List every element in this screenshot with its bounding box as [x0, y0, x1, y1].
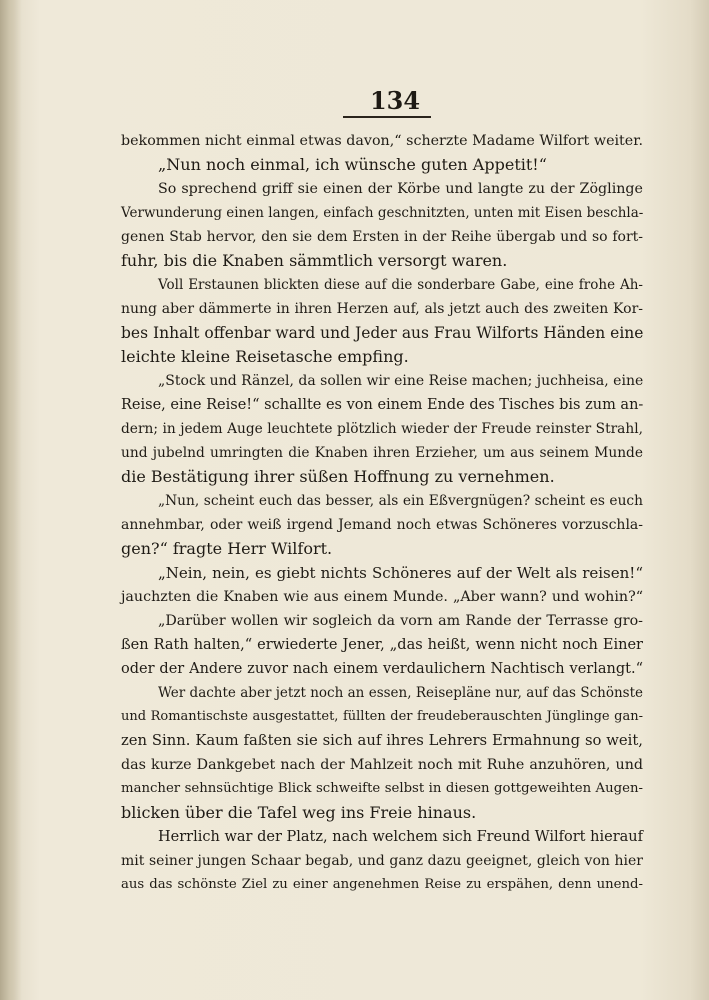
text-line: mit seiner jungen Schaar begab, und ganz dazu geeignet, gleich von hier	[121, 853, 643, 869]
text-line: zen Sinn. Kaum faßten sie sich auf ihres Lehrers Ermahnung so weit,	[121, 732, 643, 749]
text-line: und jubelnd umringten die Knaben ihren Erzieher, um aus seinem Munde	[121, 445, 643, 461]
page-binding-shadow	[0, 0, 22, 1000]
header-rule	[343, 116, 431, 118]
text-line: die Bestätigung ihrer süßen Hoffnung zu vernehmen.	[121, 467, 555, 486]
text-line: Verwunderung einen langen, einfach geschnitzten, unten mit Eisen beschla-	[121, 205, 644, 221]
text-line: Herrlich war der Platz, nach welchem sich Freund Wilfort hierauf	[158, 829, 643, 845]
text-line: Reise, eine Reise!“ schallte es von einem Ende des Tisches bis zum an-	[121, 397, 644, 413]
text-line: ßen Rath halten,“ erwiederte Jener, „das heißt, wenn nicht noch Einer	[121, 637, 643, 653]
text-line: leichte kleine Reisetasche empfing.	[121, 347, 409, 366]
text-line: gen?“ fragte Herr Wilfort.	[121, 539, 333, 558]
page-number: 134	[369, 86, 421, 115]
text-line: „Nun noch einmal, ich wünsche guten Appetit!“	[158, 155, 547, 174]
text-line: Voll Erstaunen blickten diese auf die sonderbare Gabe, eine frohe Ah-	[158, 277, 643, 293]
text-line: nung aber dämmerte in ihren Herzen auf, als jetzt auch des zweiten Kor-	[121, 301, 643, 317]
text-line: dern; in jedem Auge leuchtete plötzlich wieder der Freude reinster Strahl,	[121, 421, 643, 437]
text-line: aus das schönste Ziel zu einer angenehmen Reise zu erspähen, denn unend-	[121, 877, 643, 892]
text-line: blicken über die Tafel weg ins Freie hinaus.	[121, 803, 477, 822]
text-line: und Romantischste ausgestattet, füllten der freudeberauschten Jünglinge gan-	[121, 709, 643, 724]
text-line: oder der Andere zuvor nach einem verdaulichern Nachtisch verlangt.“	[121, 661, 643, 677]
text-line: „Nein, nein, es giebt nichts Schöneres auf der Welt als reisen!“	[158, 564, 643, 582]
text-line: bekommen nicht einmal etwas davon,“ scherzte Madame Wilfort weiter.	[121, 133, 643, 149]
text-line: So sprechend griff sie einen der Körbe und langte zu der Zöglinge	[158, 181, 643, 197]
text-line: das kurze Dankgebet nach der Mahlzeit noch mit Ruhe anzuhören, und	[121, 757, 643, 773]
text-line: fuhr, bis die Knaben sämmtlich versorgt waren.	[121, 251, 508, 270]
text-line: bes Inhalt offenbar ward und Jeder aus Frau Wilforts Händen eine	[121, 324, 644, 342]
text-line: genen Stab hervor, den sie dem Ersten in der Reihe übergab und so fort-	[121, 229, 643, 245]
text-line: jauchzten die Knaben wie aus einem Munde. „Aber wann? und wohin?“	[121, 589, 643, 605]
text-line: mancher sehnsüchtige Blick schweifte selbst in diesen gottgeweihten Augen-	[121, 781, 643, 796]
text-line: Wer dachte aber jetzt noch an essen, Reisepläne nur, auf das Schönste	[158, 685, 643, 701]
text-line: „Darüber wollen wir sogleich da vorn am Rande der Terrasse gro-	[158, 613, 643, 629]
text-line: „Nun, scheint euch das besser, als ein Eßvergnügen? scheint es euch	[158, 493, 643, 509]
text-line: annehmbar, oder weiß irgend Jemand noch etwas Schöneres vorzuschla-	[121, 517, 643, 533]
text-line: „Stock und Ränzel, da sollen wir eine Reise machen; juchheisa, eine	[158, 373, 644, 389]
